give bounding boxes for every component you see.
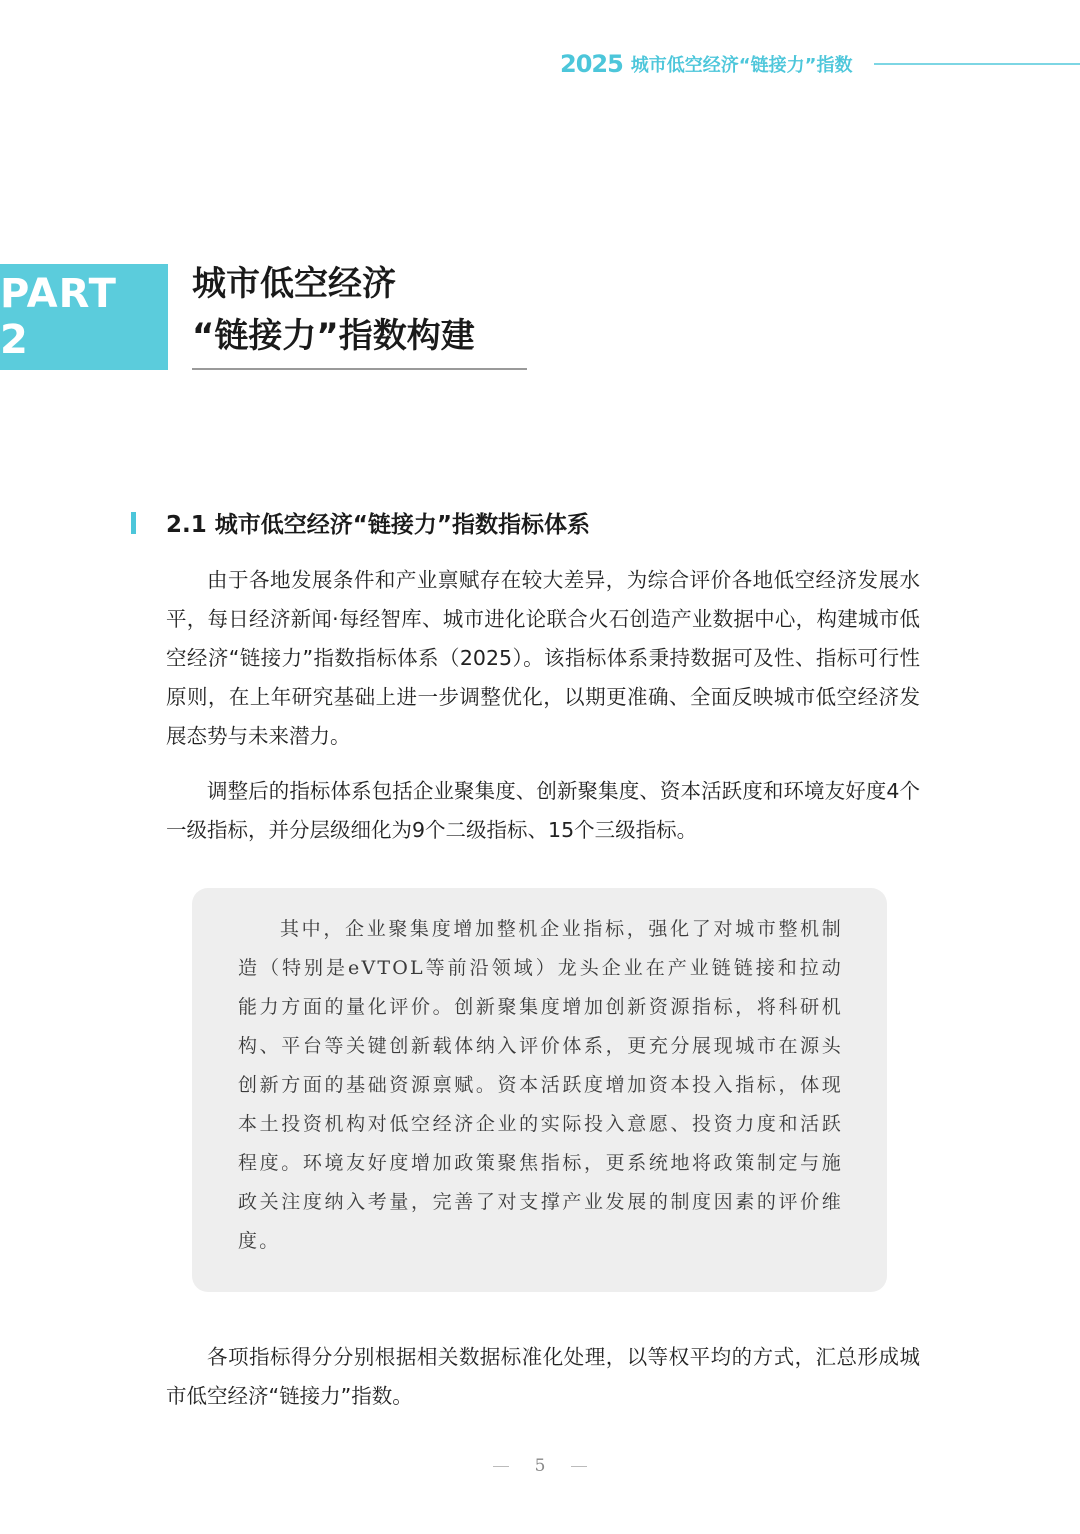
- paragraph-method: 各项指标得分分别根据相关数据标准化处理，以等权平均的方式，汇总形成城市低空经济“链接力”指数。: [166, 1345, 920, 1408]
- part-title-line1: 城市低空经济: [192, 264, 396, 304]
- paragraph-intro: 由于各地发展条件和产业禀赋存在较大差异，为综合评价各地低空经济发展水平，每日经济新闻·每经智库、城市进化论联合火石创造产业数据中心，构建城市低空经济“链接力”指数指标体系（2025）。该指标体系秉持数据可及性、指标可行性原则，在上年研究基础上进一步调整优化，以期更准确、全面反映城市低空经济发展态势与未来潜力。: [166, 568, 920, 748]
- section-heading: 2.1 城市低空经济“链接力”指数指标体系: [166, 512, 590, 538]
- header-rule: [874, 63, 1080, 65]
- callout-text: 其中，企业聚集度增加整机企业指标，强化了对城市整机制造（特别是eVTOL等前沿领域）龙头企业在产业链链接和拉动能力方面的量化评价。创新聚集度增加创新资源指标，将科研机构、平台等关键创新载体纳入评价体系，更充分展现城市在源头创新方面的基础资源禀赋。资本活跃度增加资本投入指标，体现本土投资机构对低空经济企业的实际投入意愿、投资力度和活跃程度。环境友好度增加政策聚焦指标，更系统地将政策制定与施政关注度纳入考量，完善了对支撑产业发展的制度因素的评价维度。: [238, 918, 843, 1252]
- callout-box: [192, 888, 887, 1292]
- header-title: 城市低空经济“链接力”指数: [630, 55, 853, 76]
- footer-dash-right: [571, 1466, 587, 1467]
- part-title-underline: [192, 368, 527, 370]
- footer-dash-left: [493, 1466, 509, 1467]
- page-number: 5: [534, 1456, 546, 1476]
- header-year: 2025: [560, 50, 623, 78]
- part-label: PART 2: [0, 271, 117, 363]
- part-title: [192, 258, 475, 362]
- header-brand: [560, 46, 852, 82]
- part-label-box: [0, 264, 168, 370]
- part-title-line2: “链接力”指数构建: [192, 316, 475, 356]
- paragraph-structure: 调整后的指标体系包括企业聚集度、创新聚集度、资本活跃度和环境友好度4个一级指标，并分层级细化为9个二级指标、15个三级指标。: [166, 779, 920, 842]
- section-marker: [131, 512, 136, 534]
- page-footer: [0, 1456, 1080, 1476]
